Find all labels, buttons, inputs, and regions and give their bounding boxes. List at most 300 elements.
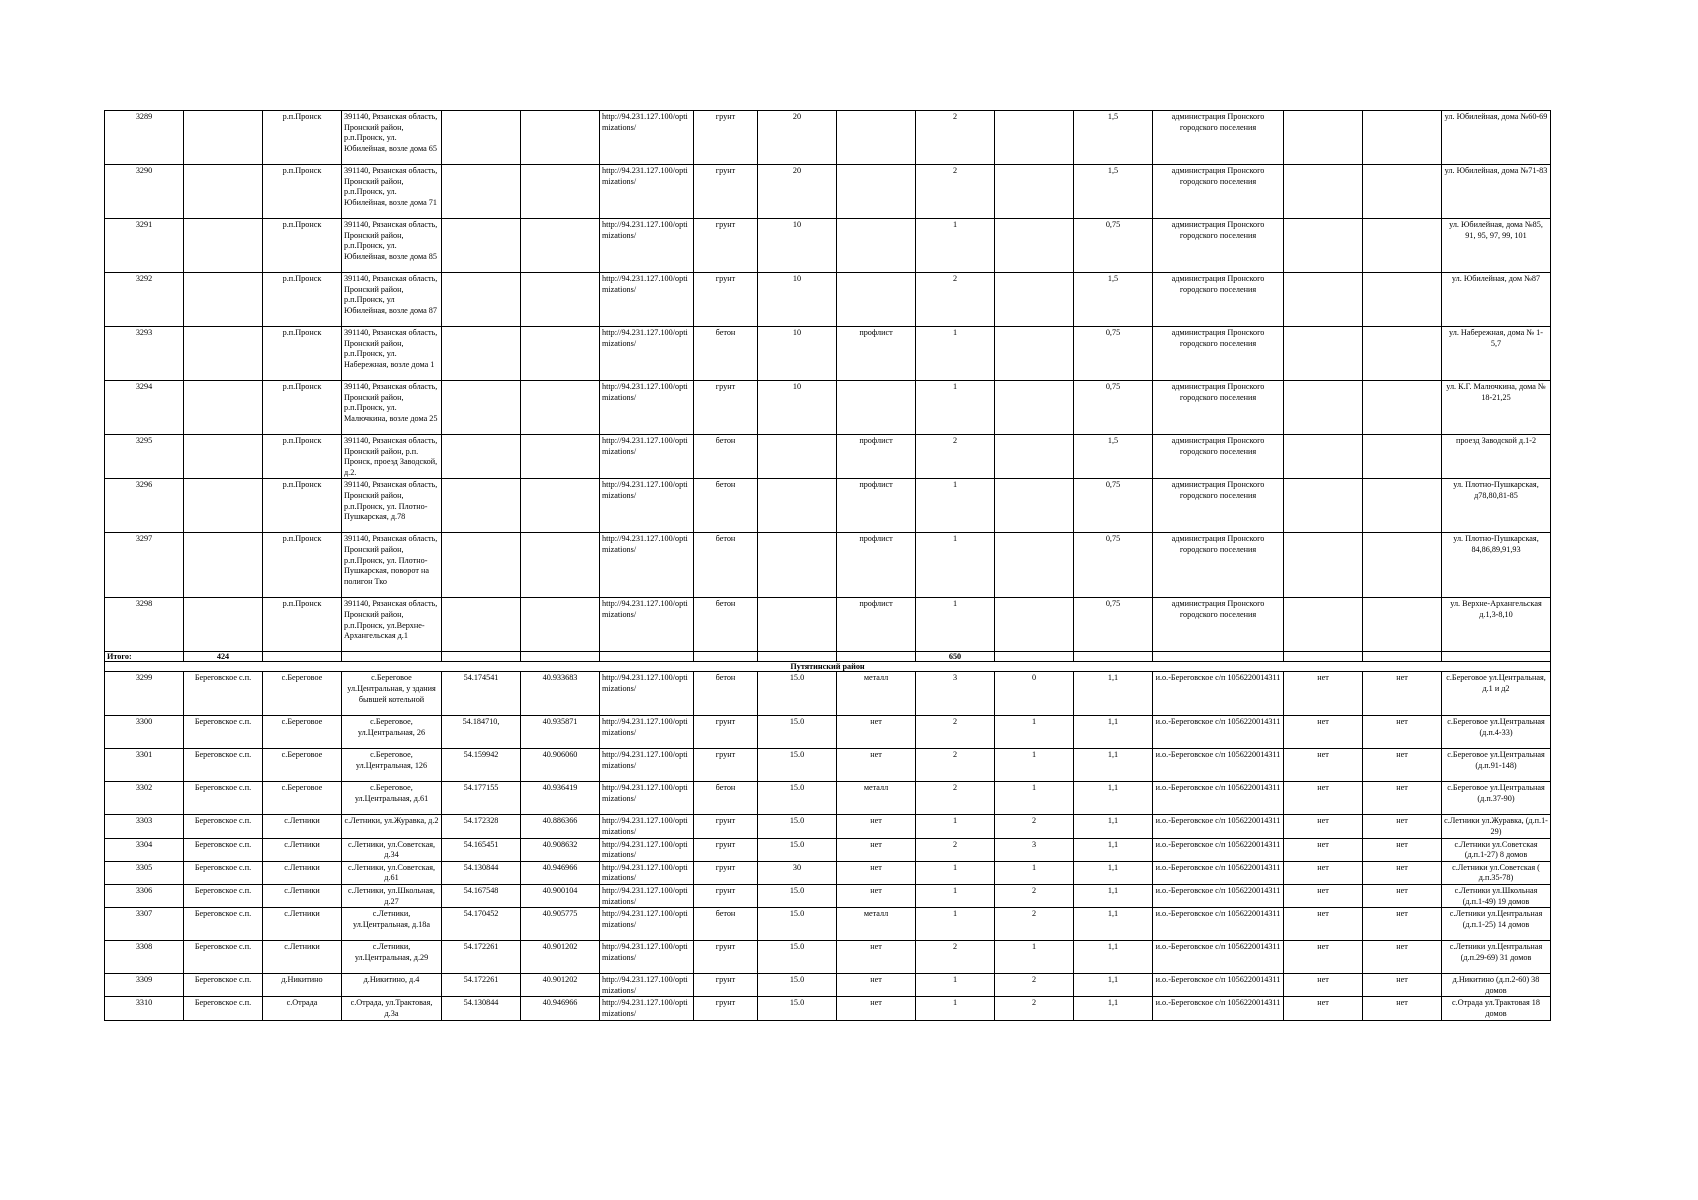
cell-containers-planned <box>995 219 1074 273</box>
cell-containers-count: 2 <box>916 782 995 815</box>
cell-field-15: нет <box>1284 884 1363 907</box>
cell-field-16: нет <box>1363 997 1442 1020</box>
cell-area: 20 <box>758 111 837 165</box>
cell-surface: грунт <box>694 861 758 884</box>
cell-volume: 1,1 <box>1074 861 1153 884</box>
cell-longitude <box>521 327 600 381</box>
cell-owner: администрация Пронского городского поселения <box>1153 598 1284 652</box>
cell-containers-planned: 1 <box>995 782 1074 815</box>
cell-containers-count: 1 <box>916 533 995 598</box>
cell-number: 3293 <box>105 327 184 381</box>
cell-surface: бетон <box>694 327 758 381</box>
cell-owner: и.о.-Береговское с/п 1056220014311 <box>1153 884 1284 907</box>
cell-address: с.Береговое ул.Центральная, у здания бывшей котельной <box>342 672 442 716</box>
cell-volume: 1,5 <box>1074 435 1153 479</box>
cell-fence <box>837 219 916 273</box>
cell-locality: с.Летники <box>263 815 342 838</box>
total-sum: 650 <box>916 652 995 662</box>
cell-latitude <box>442 327 521 381</box>
cell-volume: 1,5 <box>1074 165 1153 219</box>
cell-fence: нет <box>837 716 916 749</box>
cell-containers-count: 1 <box>916 884 995 907</box>
cell-field-15: нет <box>1284 716 1363 749</box>
cell-field-16 <box>1363 533 1442 598</box>
cell-longitude <box>521 479 600 533</box>
cell-settlement-area <box>184 273 263 327</box>
cell-link: http://94.231.127.100/optimizations/ <box>600 435 694 479</box>
cell-field-15 <box>1284 435 1363 479</box>
cell-surface: грунт <box>694 997 758 1020</box>
cell-area: 10 <box>758 327 837 381</box>
cell-volume: 1,5 <box>1074 273 1153 327</box>
cell-longitude <box>521 111 600 165</box>
cell-latitude: 54.170452 <box>442 908 521 941</box>
cell-fence: нет <box>837 838 916 861</box>
cell-latitude: 54.177155 <box>442 782 521 815</box>
cell-latitude: 54.130844 <box>442 997 521 1020</box>
cell-containers-count: 2 <box>916 749 995 782</box>
cell-link: http://94.231.127.100/optimizations/ <box>600 838 694 861</box>
cell-field-15: нет <box>1284 974 1363 997</box>
cell-address: с.Отрада, ул.Трактовая, д.3а <box>342 997 442 1020</box>
cell-address: 391140, Рязанская область, Пронский район, р.п.Пронск, ул. Плотно- Пушкарская, д.78 <box>342 479 442 533</box>
cell-containers-planned <box>995 533 1074 598</box>
table-row <box>105 782 1551 815</box>
cell-link: http://94.231.127.100/optimizations/ <box>600 533 694 598</box>
section-title: Путятинский район <box>105 662 1551 672</box>
cell-field-15: нет <box>1284 672 1363 716</box>
cell-owner: и.о.-Береговское с/п 1056220014311 <box>1153 974 1284 997</box>
cell-containers-count: 2 <box>916 716 995 749</box>
cell-link: http://94.231.127.100/optimizations/ <box>600 908 694 941</box>
cell-settlement-area: Береговское с.п. <box>184 974 263 997</box>
cell-volume: 0,75 <box>1074 533 1153 598</box>
cell-number: 3297 <box>105 533 184 598</box>
table-row <box>105 165 1551 219</box>
cell-area: 10 <box>758 273 837 327</box>
cell-latitude <box>442 533 521 598</box>
cell-address: 391140, Рязанская область, Пронский район, р.п.Пронск, ул.Верхне-Архангельская д.1 <box>342 598 442 652</box>
cell-area: 10 <box>758 219 837 273</box>
cell-link: http://94.231.127.100/optimizations/ <box>600 997 694 1020</box>
cell-locality: р.п.Пронск <box>263 111 342 165</box>
cell-containers-planned <box>995 598 1074 652</box>
cell-served-objects: ул. Верхне-Архангельская д.1,3-8,10 <box>1442 598 1551 652</box>
cell-locality: р.п.Пронск <box>263 327 342 381</box>
cell-address: с.Летники, ул.Советская, д.61 <box>342 861 442 884</box>
cell-number: 3295 <box>105 435 184 479</box>
cell-area <box>758 479 837 533</box>
cell-containers-planned: 2 <box>995 974 1074 997</box>
total-row <box>105 652 1551 662</box>
cell-address: с.Береговое, ул.Центральная, 26 <box>342 716 442 749</box>
cell-address: 391140, Рязанская область, Пронский район, р.п.Пронск, ул. Юбилейная, возле дома 65 <box>342 111 442 165</box>
cell-owner: и.о.-Береговское с/п 1056220014311 <box>1153 749 1284 782</box>
cell-owner: администрация Пронского городского поселения <box>1153 479 1284 533</box>
section-header-row <box>105 662 1551 672</box>
table-row <box>105 815 1551 838</box>
cell-locality: р.п.Пронск <box>263 219 342 273</box>
cell-number: 3299 <box>105 672 184 716</box>
cell-containers-planned: 0 <box>995 672 1074 716</box>
cell-surface: грунт <box>694 884 758 907</box>
cell-longitude: 40.901202 <box>521 974 600 997</box>
cell-longitude: 40.901202 <box>521 941 600 974</box>
cell-volume: 1,1 <box>1074 838 1153 861</box>
cell-link: http://94.231.127.100/optimizations/ <box>600 111 694 165</box>
cell-containers-count: 2 <box>916 941 995 974</box>
cell-containers-count: 1 <box>916 479 995 533</box>
cell-longitude <box>521 598 600 652</box>
cell-number: 3298 <box>105 598 184 652</box>
cell-containers-count: 1 <box>916 598 995 652</box>
cell-containers-count: 2 <box>916 111 995 165</box>
table-row <box>105 381 1551 435</box>
cell-served-objects: с.Береговое ул.Центральная, д.1 и д2 <box>1442 672 1551 716</box>
cell-owner: и.о.-Береговское с/п 1056220014311 <box>1153 782 1284 815</box>
cell-field-15: нет <box>1284 815 1363 838</box>
cell-locality: р.п.Пронск <box>263 273 342 327</box>
table-row <box>105 533 1551 598</box>
cell-containers-planned <box>995 165 1074 219</box>
cell-locality: р.п.Пронск <box>263 381 342 435</box>
cell-latitude: 54.172261 <box>442 974 521 997</box>
cell-field-15: нет <box>1284 749 1363 782</box>
cell-address: д.Никитино, д.4 <box>342 974 442 997</box>
cell-surface: грунт <box>694 165 758 219</box>
table-row <box>105 974 1551 997</box>
cell-latitude <box>442 111 521 165</box>
cell-field-16: нет <box>1363 672 1442 716</box>
cell-owner: администрация Пронского городского поселения <box>1153 327 1284 381</box>
cell-field-15 <box>1284 479 1363 533</box>
cell-settlement-area: Береговское с.п. <box>184 861 263 884</box>
cell-served-objects: ул. Набережная, дома № 1-5,7 <box>1442 327 1551 381</box>
cell-locality: р.п.Пронск <box>263 598 342 652</box>
cell-volume: 1,5 <box>1074 111 1153 165</box>
cell-area: 15.0 <box>758 997 837 1020</box>
total-count: 424 <box>184 652 263 662</box>
cell-containers-count: 1 <box>916 327 995 381</box>
cell-volume: 1,1 <box>1074 782 1153 815</box>
cell-area: 15.0 <box>758 838 837 861</box>
cell-field-15: нет <box>1284 838 1363 861</box>
cell-owner: администрация Пронского городского поселения <box>1153 381 1284 435</box>
cell-latitude: 54.184710, <box>442 716 521 749</box>
cell-field-16 <box>1363 435 1442 479</box>
cell-number: 3307 <box>105 908 184 941</box>
cell-fence: нет <box>837 974 916 997</box>
cell-volume: 1,1 <box>1074 941 1153 974</box>
cell-settlement-area: Береговское с.п. <box>184 815 263 838</box>
cell-surface: бетон <box>694 782 758 815</box>
cell-longitude: 40.933683 <box>521 672 600 716</box>
cell-settlement-area: Береговское с.п. <box>184 941 263 974</box>
cell-link: http://94.231.127.100/optimizations/ <box>600 974 694 997</box>
cell-longitude: 40.906060 <box>521 749 600 782</box>
cell-served-objects: ул. К.Г. Малючкина, дома № 18-21,25 <box>1442 381 1551 435</box>
cell-link: http://94.231.127.100/optimizations/ <box>600 749 694 782</box>
cell-area: 15.0 <box>758 941 837 974</box>
cell-field-16 <box>1363 165 1442 219</box>
cell-owner: администрация Пронского городского поселения <box>1153 219 1284 273</box>
table-row <box>105 838 1551 861</box>
cell-containers-planned: 1 <box>995 749 1074 782</box>
table-row <box>105 435 1551 479</box>
cell-containers-count: 1 <box>916 997 995 1020</box>
cell-link: http://94.231.127.100/optimizations/ <box>600 861 694 884</box>
cell-field-16 <box>1363 111 1442 165</box>
cell-served-objects: с.Летники ул.Школьная (д.п.1-49) 19 домов <box>1442 884 1551 907</box>
cell-containers-count: 1 <box>916 815 995 838</box>
cell-field-16: нет <box>1363 782 1442 815</box>
cell-number: 3305 <box>105 861 184 884</box>
cell-surface: грунт <box>694 716 758 749</box>
cell-surface: грунт <box>694 111 758 165</box>
cell-field-15: нет <box>1284 782 1363 815</box>
cell-volume: 1,1 <box>1074 749 1153 782</box>
cell-surface: бетон <box>694 672 758 716</box>
cell-address: с.Береговое, ул.Центральная, 126 <box>342 749 442 782</box>
cell-owner: администрация Пронского городского поселения <box>1153 273 1284 327</box>
cell-containers-planned <box>995 327 1074 381</box>
cell-area: 15.0 <box>758 782 837 815</box>
cell-latitude <box>442 435 521 479</box>
cell-containers-planned <box>995 381 1074 435</box>
cell-link: http://94.231.127.100/optimizations/ <box>600 381 694 435</box>
cell-settlement-area: Береговское с.п. <box>184 838 263 861</box>
cell-address: с.Летники, ул.Школьная, д.27 <box>342 884 442 907</box>
cell-served-objects: ул. Плотно-Пушкарская, 84,86,89,91,93 <box>1442 533 1551 598</box>
cell-volume: 0,75 <box>1074 219 1153 273</box>
cell-served-objects: с.Летники ул.Центральная (д.п.1-25) 14 домов <box>1442 908 1551 941</box>
cell-longitude <box>521 435 600 479</box>
cell-fence <box>837 381 916 435</box>
cell-locality: с.Летники <box>263 838 342 861</box>
cell-locality: р.п.Пронск <box>263 435 342 479</box>
cell-containers-count: 1 <box>916 381 995 435</box>
cell-longitude <box>521 533 600 598</box>
table-row <box>105 219 1551 273</box>
cell-address: 391140, Рязанская область, Пронский район, р.п.Пронск, ул. Малючкина, возле дома 25 <box>342 381 442 435</box>
cell-fence: профлист <box>837 533 916 598</box>
table-row <box>105 884 1551 907</box>
cell-served-objects: с.Летники ул.Журавка, (д.п.1-29) <box>1442 815 1551 838</box>
cell-fence: нет <box>837 749 916 782</box>
cell-surface: грунт <box>694 815 758 838</box>
table-row <box>105 672 1551 716</box>
cell-number: 3294 <box>105 381 184 435</box>
cell-latitude: 54.159942 <box>442 749 521 782</box>
cell-link: http://94.231.127.100/optimizations/ <box>600 941 694 974</box>
table-row <box>105 749 1551 782</box>
cell-latitude: 54.165451 <box>442 838 521 861</box>
table-total-section <box>105 652 1551 672</box>
cell-number: 3303 <box>105 815 184 838</box>
cell-area: 20 <box>758 165 837 219</box>
cell-fence: нет <box>837 815 916 838</box>
cell-surface: бетон <box>694 533 758 598</box>
cell-containers-planned: 2 <box>995 997 1074 1020</box>
cell-served-objects: с.Береговое ул.Центральная (д.п.91-148) <box>1442 749 1551 782</box>
cell-volume: 0,75 <box>1074 479 1153 533</box>
cell-surface: бетон <box>694 598 758 652</box>
cell-number: 3310 <box>105 997 184 1020</box>
cell-containers-planned <box>995 111 1074 165</box>
cell-field-16: нет <box>1363 749 1442 782</box>
cell-longitude: 40.935871 <box>521 716 600 749</box>
cell-longitude: 40.886366 <box>521 815 600 838</box>
cell-address: с.Береговое, ул.Центральная, д.61 <box>342 782 442 815</box>
cell-fence: профлист <box>837 435 916 479</box>
cell-longitude <box>521 381 600 435</box>
cell-area <box>758 598 837 652</box>
cell-field-16 <box>1363 273 1442 327</box>
cell-owner: и.о.-Береговское с/п 1056220014311 <box>1153 941 1284 974</box>
cell-latitude: 54.130844 <box>442 861 521 884</box>
cell-locality: д.Никитино <box>263 974 342 997</box>
cell-settlement-area <box>184 598 263 652</box>
cell-surface: грунт <box>694 381 758 435</box>
cell-fence: нет <box>837 861 916 884</box>
cell-area <box>758 435 837 479</box>
cell-area: 10 <box>758 381 837 435</box>
cell-locality: с.Береговое <box>263 716 342 749</box>
cell-fence <box>837 273 916 327</box>
cell-settlement-area <box>184 165 263 219</box>
cell-served-objects: ул. Юбилейная, дома №60-69 <box>1442 111 1551 165</box>
table-row <box>105 997 1551 1020</box>
cell-longitude: 40.946966 <box>521 861 600 884</box>
cell-field-15 <box>1284 111 1363 165</box>
cell-area: 15.0 <box>758 749 837 782</box>
table-row <box>105 941 1551 974</box>
cell-field-16: нет <box>1363 974 1442 997</box>
cell-settlement-area: Береговское с.п. <box>184 782 263 815</box>
cell-latitude <box>442 273 521 327</box>
cell-link: http://94.231.127.100/optimizations/ <box>600 815 694 838</box>
cell-surface: бетон <box>694 435 758 479</box>
cell-surface: бетон <box>694 908 758 941</box>
cell-settlement-area <box>184 381 263 435</box>
cell-latitude: 54.174541 <box>442 672 521 716</box>
cell-volume: 1,1 <box>1074 884 1153 907</box>
cell-locality: с.Летники <box>263 908 342 941</box>
cell-locality: с.Летники <box>263 941 342 974</box>
cell-address: с.Летники, ул.Центральная, д.18а <box>342 908 442 941</box>
cell-number: 3302 <box>105 782 184 815</box>
cell-owner: и.о.-Береговское с/п 1056220014311 <box>1153 838 1284 861</box>
cell-number: 3308 <box>105 941 184 974</box>
cell-served-objects: с.Береговое ул.Центральная (д.п.37-90) <box>1442 782 1551 815</box>
cell-field-15: нет <box>1284 861 1363 884</box>
cell-containers-count: 2 <box>916 435 995 479</box>
cell-served-objects: ул. Юбилейная, дома №71-83 <box>1442 165 1551 219</box>
cell-served-objects: с.Летники ул.Советская ( д.п.35-78) <box>1442 861 1551 884</box>
cell-volume: 1,1 <box>1074 997 1153 1020</box>
table-row <box>105 861 1551 884</box>
cell-settlement-area: Береговское с.п. <box>184 908 263 941</box>
cell-field-15 <box>1284 533 1363 598</box>
cell-surface: грунт <box>694 941 758 974</box>
cell-containers-planned: 2 <box>995 815 1074 838</box>
cell-surface: грунт <box>694 974 758 997</box>
cell-locality: с.Отрада <box>263 997 342 1020</box>
cell-volume: 0,75 <box>1074 598 1153 652</box>
cell-field-16: нет <box>1363 884 1442 907</box>
cell-containers-count: 1 <box>916 974 995 997</box>
cell-owner: и.о.-Береговское с/п 1056220014311 <box>1153 861 1284 884</box>
cell-settlement-area <box>184 479 263 533</box>
cell-surface: грунт <box>694 273 758 327</box>
cell-fence: нет <box>837 941 916 974</box>
cell-volume: 0,75 <box>1074 327 1153 381</box>
cell-field-15 <box>1284 273 1363 327</box>
cell-link: http://94.231.127.100/optimizations/ <box>600 273 694 327</box>
cell-area <box>758 533 837 598</box>
cell-field-15 <box>1284 219 1363 273</box>
cell-longitude <box>521 219 600 273</box>
cell-field-16 <box>1363 598 1442 652</box>
cell-number: 3289 <box>105 111 184 165</box>
cell-latitude: 54.172261 <box>442 941 521 974</box>
cell-owner: и.о.-Береговское с/п 1056220014311 <box>1153 815 1284 838</box>
cell-latitude <box>442 219 521 273</box>
table-row <box>105 598 1551 652</box>
cell-containers-planned: 1 <box>995 941 1074 974</box>
cell-field-15: нет <box>1284 908 1363 941</box>
cell-number: 3292 <box>105 273 184 327</box>
cell-latitude <box>442 598 521 652</box>
cell-link: http://94.231.127.100/optimizations/ <box>600 598 694 652</box>
cell-field-16 <box>1363 219 1442 273</box>
cell-link: http://94.231.127.100/optimizations/ <box>600 327 694 381</box>
cell-served-objects: с.Береговое ул.Центральная (д.п.4-33) <box>1442 716 1551 749</box>
cell-area: 15.0 <box>758 716 837 749</box>
cell-field-16: нет <box>1363 861 1442 884</box>
cell-locality: с.Береговое <box>263 672 342 716</box>
cell-latitude <box>442 479 521 533</box>
cell-containers-planned <box>995 273 1074 327</box>
cell-area: 15.0 <box>758 815 837 838</box>
cell-volume: 1,1 <box>1074 974 1153 997</box>
cell-number: 3304 <box>105 838 184 861</box>
cell-field-15 <box>1284 327 1363 381</box>
cell-field-15 <box>1284 381 1363 435</box>
cell-number: 3290 <box>105 165 184 219</box>
cell-longitude: 40.905775 <box>521 908 600 941</box>
cell-fence: нет <box>837 884 916 907</box>
cell-fence: металл <box>837 672 916 716</box>
cell-fence <box>837 111 916 165</box>
cell-surface: грунт <box>694 219 758 273</box>
cell-field-16 <box>1363 327 1442 381</box>
cell-field-16 <box>1363 381 1442 435</box>
table-row <box>105 327 1551 381</box>
cell-link: http://94.231.127.100/optimizations/ <box>600 884 694 907</box>
cell-field-16: нет <box>1363 908 1442 941</box>
cell-locality: с.Летники <box>263 861 342 884</box>
cell-number: 3306 <box>105 884 184 907</box>
cell-owner: и.о.-Береговское с/п 1056220014311 <box>1153 716 1284 749</box>
cell-served-objects: проезд Заводской д.1-2 <box>1442 435 1551 479</box>
cell-served-objects: с.Летники ул.Центральная (д.п.29-69) 31 домов <box>1442 941 1551 974</box>
cell-longitude: 40.946966 <box>521 997 600 1020</box>
cell-surface: грунт <box>694 838 758 861</box>
cell-address: с.Летники, ул.Журавка, д.2 <box>342 815 442 838</box>
cell-link: http://94.231.127.100/optimizations/ <box>600 219 694 273</box>
cell-settlement-area: Береговское с.п. <box>184 997 263 1020</box>
